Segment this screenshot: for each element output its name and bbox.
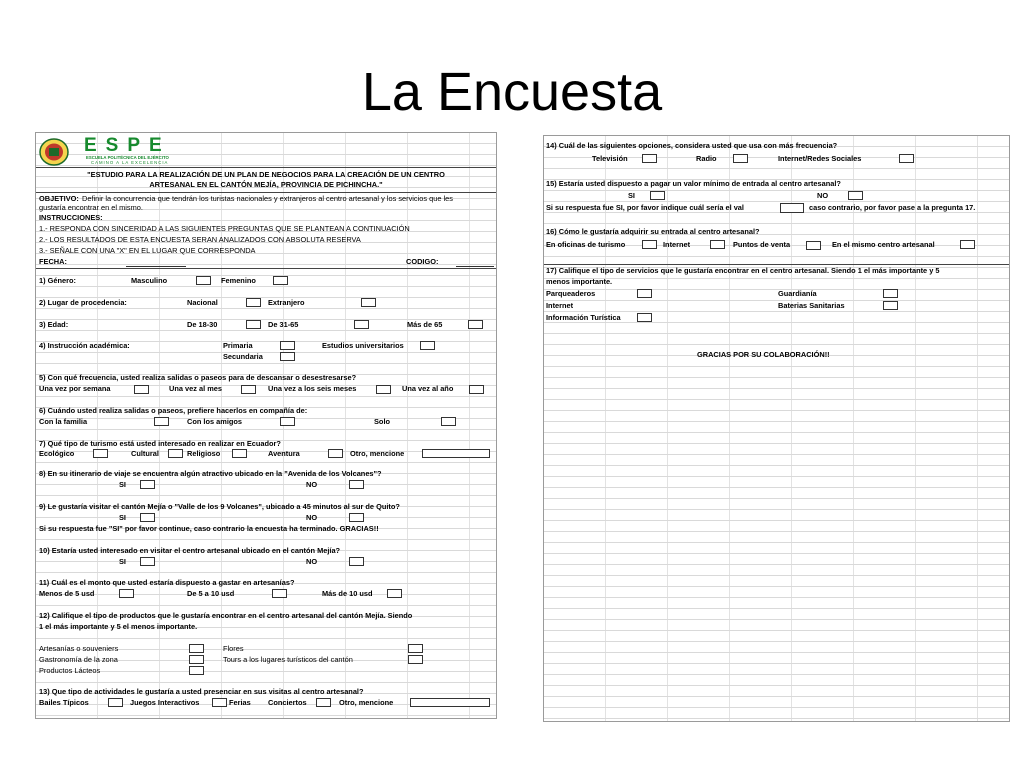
q9-label: 9) Le gustaría visitar el cantón Mejía o "Valle de los 9 Volcanes", ubicado a 45 minutos al sur de Quito? [39,502,400,511]
q3-checkbox-b[interactable] [354,320,369,329]
q17-checkbox-a[interactable] [637,289,652,298]
q3-checkbox-c[interactable] [468,320,483,329]
q16-option-c: Puntos de venta [733,240,791,249]
q3-option-b: De 31-65 [268,320,299,329]
q5-checkbox-c[interactable] [376,385,391,394]
instruction-2: 2.- LOS RESULTADOS DE ESTA ENCUESTA SERAN ANALIZADOS CON ABSOLUTA RESERVA [39,235,361,244]
q6-checkbox-b[interactable] [280,417,295,426]
instruction-3: 3.- SEÑALE CON UNA "X" EN EL LUGAR QUE CORRESPONDA [39,246,256,255]
q9-checkbox-a[interactable] [140,513,155,522]
instruction-1: 1.- RESPONDA CON SINCERIDAD A LAS SIGUIENTES PREGUNTAS QUE SE PLANTEAN A CONTINUACIÓN [39,224,410,233]
q7-option-c: Religioso [187,449,221,458]
q7-checkbox-b[interactable] [168,449,183,458]
q7-label: 7) Qué tipo de turismo está usted interesado en realizar en Ecuador? [39,439,281,448]
q6-option-c: Solo [374,417,391,426]
q7-option-e: Otro, mencione [350,449,405,458]
q5-checkbox-d[interactable] [469,385,484,394]
q2-label: 2) Lugar de procedencia: [39,298,127,307]
q13-checkbox-a[interactable] [108,698,123,707]
q4-checkbox-b[interactable] [420,341,435,350]
q7-checkbox-a[interactable] [93,449,108,458]
q13-checkbox-d[interactable] [316,698,331,707]
q14-checkbox-b[interactable] [733,154,748,163]
q4-option-b: Estudios universitarios [322,341,404,350]
q1-option-a: Masculino [131,276,168,285]
survey-page-right [543,135,1010,722]
q15-checkbox-b[interactable] [848,191,863,200]
q12-checkbox-a[interactable] [189,644,204,653]
q13-other-field[interactable] [410,698,490,707]
q2-option-b: Extranjero [268,298,305,307]
q17-option-b: Guardianía [778,289,817,298]
q17-option-e: Información Turística [546,313,621,322]
objective-text-line2: gustaría encontrar en el mismo. [39,203,143,212]
q15-option-a: SI [628,191,635,200]
q12-checkbox-b[interactable] [408,644,423,653]
q11-checkbox-b[interactable] [272,589,287,598]
q11-option-c: Más de 10 usd [322,589,373,598]
q17-label-line2: menos importante. [546,277,613,286]
q5-option-b: Una vez al mes [169,384,222,393]
q17-option-c: Internet [546,301,574,310]
instructions-label: INSTRUCCIONES: [39,213,103,222]
q12-label-line1: 12) Califique el tipo de productos que le gustaría encontrar en el centro artesanal del cantón Mejía. Siendo [39,611,413,620]
q10-label: 10) Estaría usted interesado en visitar el centro artesanal ubicado en el cantón Mejía? [39,546,341,555]
q8-checkbox-a[interactable] [140,480,155,489]
q9-note: Si su respuesta fue "SI" por favor continue, caso contrario la encuesta ha terminado. GRACIAS!! [39,524,379,533]
q13-label: 13) Que tipo de actividades le gustaría a usted presenciar en sus visitas al centro artesanal? [39,687,364,696]
code-field[interactable] [456,266,494,267]
q6-checkbox-c[interactable] [441,417,456,426]
q1-option-b: Femenino [221,276,256,285]
q12-option-c: Gastronomía de la zona [39,655,118,664]
q14-checkbox-c[interactable] [899,154,914,163]
q17-option-a: Parqueaderos [546,289,596,298]
q16-label: 16) Cómo le gustaría adquirir su entrada al centro artesanal? [546,227,760,236]
brand-motto: CAMINO A LA EXCELENCIA [91,160,169,165]
q5-option-d: Una vez al año [402,384,454,393]
q8-checkbox-b[interactable] [349,480,364,489]
q13-option-b: Juegos Interactivos [130,698,200,707]
q7-checkbox-d[interactable] [328,449,343,458]
objective-text-line1: Definir la concurrencia que tendrán los turistas nacionales y extranjeros al centro artesanal y los servicios que les [82,194,453,203]
slide-title: La Encuesta [361,62,663,122]
q12-option-b: Flores [223,644,244,653]
q4-option-a: Primaria [223,341,253,350]
q3-checkbox-a[interactable] [246,320,261,329]
q15-label: 15) Estaría usted dispuesto a pagar un valor mínimo de entrada al centro artesanal? [546,179,841,188]
q5-checkbox-b[interactable] [241,385,256,394]
q16-option-b: Internet [663,240,691,249]
q16-option-a: En oficinas de turismo [546,240,626,249]
q5-option-a: Una vez por semana [39,384,111,393]
q9-option-b: NO [306,513,318,522]
q14-label: 14) Cuál de las siguientes opciones, considera usted que usa con más frecuencia? [546,141,838,150]
objective-label: OBJETIVO: [39,194,79,203]
q11-option-a: Menos de 5 usd [39,589,95,598]
q11-label: 11) Cuál es el monto que usted estaría dispuesto a gastar en artesanías? [39,578,295,587]
q7-option-d: Aventura [268,449,300,458]
q17-checkbox-b[interactable] [883,289,898,298]
q6-option-b: Con los amigos [187,417,243,426]
q1-checkbox-a[interactable] [196,276,211,285]
q12-option-e: Productos Lácteos [39,666,101,675]
q2-option-a: Nacional [187,298,218,307]
q12-checkbox-c[interactable] [189,655,204,664]
q4-option-c: Secundaria [223,352,263,361]
q1-checkbox-b[interactable] [273,276,288,285]
code-label: CODIGO: [406,257,439,266]
q15-note-b: caso contrario, por favor pase a la pregunta 17. [809,203,976,212]
q11-checkbox-a[interactable] [119,589,134,598]
q10-checkbox-a[interactable] [140,557,155,566]
q6-option-a: Con la familia [39,417,88,426]
q6-checkbox-a[interactable] [154,417,169,426]
q17-checkbox-d[interactable] [883,301,898,310]
q14-option-a: Televisión [592,154,628,163]
q8-option-a: SI [119,480,126,489]
q2-checkbox-a[interactable] [246,298,261,307]
q3-option-c: Más de 65 [407,320,443,329]
q14-option-b: Radio [696,154,717,163]
study-title-line2: ARTESANAL EN EL CANTÓN MEJÍA, PROVINCIA DE PICHINCHA." [149,180,383,189]
q17-label-line1: 17) Califique el tipo de servicios que le gustaría encontrar en el centro artesanal. Siendo 1 el más importante y 5 [546,266,940,275]
q13-option-a: Bailes Típicos [39,698,89,707]
q10-checkbox-b[interactable] [349,557,364,566]
q12-label-line2: 1 el más importante y 5 el menos importante. [39,622,198,631]
q16-checkbox-c[interactable] [806,241,821,250]
q7-other-field[interactable] [422,449,490,458]
date-label: FECHA: [39,257,67,266]
q10-option-b: NO [306,557,318,566]
q5-option-c: Una vez a los seis meses [268,384,357,393]
q13-option-c: Ferias [229,698,251,707]
q4-label: 4) Instrucción académica: [39,341,130,350]
q4-checkbox-c[interactable] [280,352,295,361]
q4-checkbox-a[interactable] [280,341,295,350]
q15-option-b: NO [817,191,829,200]
q16-checkbox-d[interactable] [960,240,975,249]
q3-option-a: De 18-30 [187,320,218,329]
q12-checkbox-e[interactable] [189,666,204,675]
q11-checkbox-c[interactable] [387,589,402,598]
q14-option-c: Internet/Redes Sociales [778,154,862,163]
q16-checkbox-b[interactable] [710,240,725,249]
q13-option-e: Otro, mencione [339,698,394,707]
q6-label: 6) Cuándo usted realiza salidas o paseos, prefiere hacerlos en compañía de: [39,406,308,415]
thanks-message: GRACIAS POR SU COLABORACIÓN!! [697,350,830,359]
q16-option-d: En el mismo centro artesanal [832,240,935,249]
brand-subtitle: ESCUELA POLITÉCNICA DEL EJÉRCITO [86,155,169,160]
q2-checkbox-b[interactable] [361,298,376,307]
q7-option-b: Cultural [131,449,159,458]
q7-checkbox-c[interactable] [232,449,247,458]
q13-option-d: Conciertos [268,698,307,707]
q12-checkbox-d[interactable] [408,655,423,664]
q15-note-a: Si su respuesta fue SI, por favor indique cuál sería el val [546,203,744,212]
q8-option-b: NO [306,480,318,489]
q3-label: 3) Edad: [39,320,69,329]
q17-option-d: Baterias Sanitarias [778,301,845,310]
q12-option-a: Artesanías o souveniers [39,644,119,653]
date-field[interactable] [126,266,186,267]
survey-page-left [35,132,497,719]
q8-label: 8) En su itinerario de viaje se encuentra algún atractivo ubicado en la "Avenida de los Volcanes"? [39,469,382,478]
q15-checkbox-a[interactable] [650,191,665,200]
study-title-line1: "ESTUDIO PARA LA REALIZACIÓN DE UN PLAN DE NEGOCIOS PARA LA CREACIÓN DE UN CENTRO [87,170,445,179]
espe-logo-icon [39,138,69,166]
q9-checkbox-b[interactable] [349,513,364,522]
q16-checkbox-a[interactable] [642,240,657,249]
q7-option-a: Ecológico [39,449,75,458]
q14-checkbox-a[interactable] [642,154,657,163]
q17-checkbox-e[interactable] [637,313,652,322]
q9-option-a: SI [119,513,126,522]
q15-value-field[interactable] [780,203,804,213]
q13-checkbox-b[interactable] [212,698,227,707]
q12-option-d: Tours a los lugares turísticos del cantón [223,655,353,664]
q5-label: 5) Con qué frecuencia, usted realiza salidas o paseos para de descansar o desestresarse? [39,373,357,382]
q10-option-a: SI [119,557,126,566]
q11-option-b: De 5 a 10 usd [187,589,235,598]
brand-name: ESPE [84,135,171,156]
q1-label: 1) Género: [39,276,76,285]
q5-checkbox-a[interactable] [134,385,149,394]
